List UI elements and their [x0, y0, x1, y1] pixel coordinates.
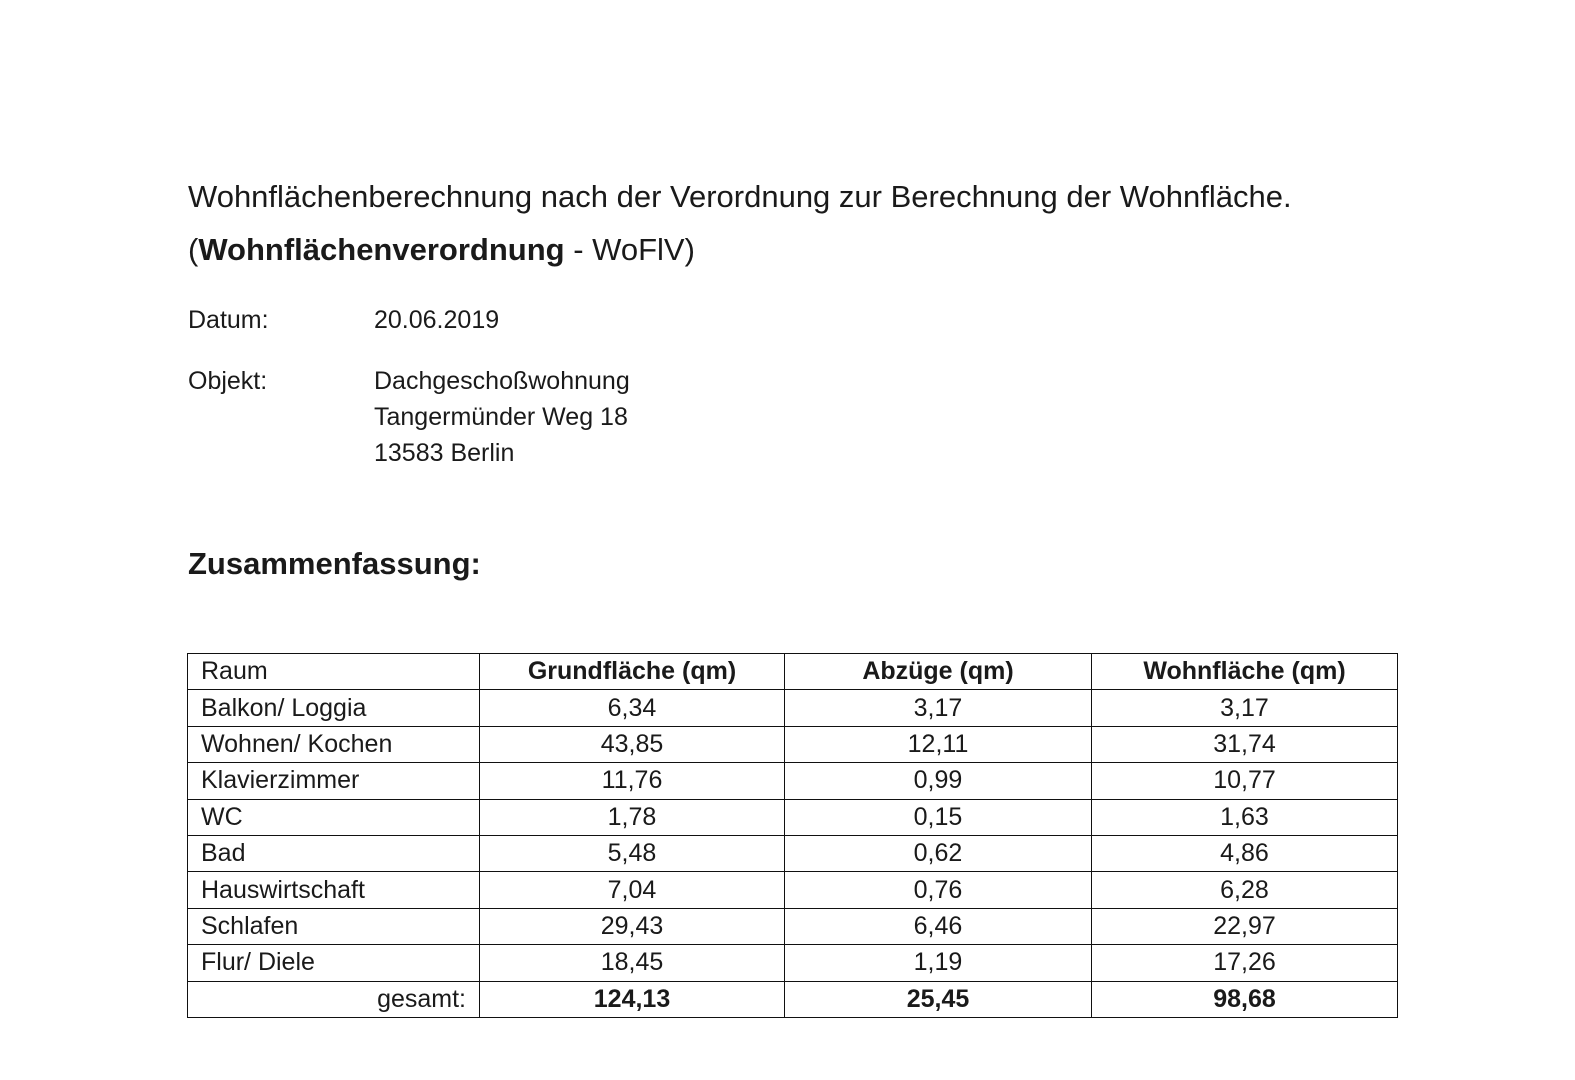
cell-wohnflaeche: 1,63 [1092, 799, 1398, 835]
title-text-bold: Wohnflächenverordnung [198, 232, 565, 267]
cell-raum: WC [188, 799, 480, 835]
table-header-row [188, 654, 1398, 690]
cell-raum: Flur/ Diele [188, 945, 480, 981]
cell-grundflaeche: 5,48 [480, 835, 785, 871]
objekt-address [374, 363, 630, 471]
table-row [188, 763, 1398, 799]
cell-abzuege: 12,11 [785, 726, 1092, 762]
cell-raum: Klavierzimmer [188, 763, 480, 799]
cell-raum: Wohnen/ Kochen [188, 726, 480, 762]
cell-abzuege: 1,19 [785, 945, 1092, 981]
header-raum: Raum [188, 654, 480, 690]
cell-abzuege: 0,76 [785, 872, 1092, 908]
summary-table [187, 653, 1398, 1018]
objekt-label: Objekt: [188, 367, 268, 395]
cell-grundflaeche: 6,34 [480, 690, 785, 726]
objekt-row [188, 363, 630, 471]
document-title [188, 170, 1338, 276]
objekt-line: 13583 Berlin [374, 439, 515, 467]
header-wohnflaeche: Wohnfläche (qm) [1092, 654, 1398, 690]
objekt-line: Dachgeschoßwohnung [374, 367, 630, 395]
header-abzuege: Abzüge (qm) [785, 654, 1092, 690]
cell-grundflaeche: 7,04 [480, 872, 785, 908]
summary-heading: Zusammenfassung: [188, 546, 481, 581]
table-row [188, 799, 1398, 835]
cell-abzuege: 0,15 [785, 799, 1092, 835]
cell-grundflaeche: 43,85 [480, 726, 785, 762]
title-text-part2: - WoFlV) [564, 232, 695, 267]
cell-wohnflaeche: 10,77 [1092, 763, 1398, 799]
cell-abzuege: 0,99 [785, 763, 1092, 799]
cell-abzuege: 3,17 [785, 690, 1092, 726]
cell-wohnflaeche: 4,86 [1092, 835, 1398, 871]
cell-grundflaeche: 1,78 [480, 799, 785, 835]
table-row [188, 908, 1398, 944]
cell-wohnflaeche: 6,28 [1092, 872, 1398, 908]
cell-grundflaeche: 29,43 [480, 908, 785, 944]
total-label: gesamt: [188, 981, 480, 1017]
cell-wohnflaeche: 22,97 [1092, 908, 1398, 944]
datum-label: Datum: [188, 306, 269, 334]
cell-raum: Schlafen [188, 908, 480, 944]
total-wohnflaeche: 98,68 [1092, 981, 1398, 1017]
datum-value: 20.06.2019 [374, 306, 500, 334]
table-row [188, 726, 1398, 762]
header-grundflaeche: Grundfläche (qm) [480, 654, 785, 690]
cell-raum: Hauswirtschaft [188, 872, 480, 908]
cell-wohnflaeche: 31,74 [1092, 726, 1398, 762]
objekt-line: Tangermünder Weg 18 [374, 403, 628, 431]
table-row [188, 872, 1398, 908]
cell-raum: Bad [188, 835, 480, 871]
cell-wohnflaeche: 3,17 [1092, 690, 1398, 726]
table-row [188, 690, 1398, 726]
total-grundflaeche: 124,13 [480, 981, 785, 1017]
title-text-part1: Wohnflächenberechnung nach der Verordnung zur Berechnung der Wohnfläche. ( [188, 179, 1292, 267]
table-total-row [188, 981, 1398, 1017]
cell-abzuege: 6,46 [785, 908, 1092, 944]
cell-raum: Balkon/ Loggia [188, 690, 480, 726]
table-row [188, 945, 1398, 981]
cell-grundflaeche: 18,45 [480, 945, 785, 981]
datum-row [188, 302, 499, 338]
cell-grundflaeche: 11,76 [480, 763, 785, 799]
total-abzuege: 25,45 [785, 981, 1092, 1017]
table-row [188, 835, 1398, 871]
cell-wohnflaeche: 17,26 [1092, 945, 1398, 981]
cell-abzuege: 0,62 [785, 835, 1092, 871]
